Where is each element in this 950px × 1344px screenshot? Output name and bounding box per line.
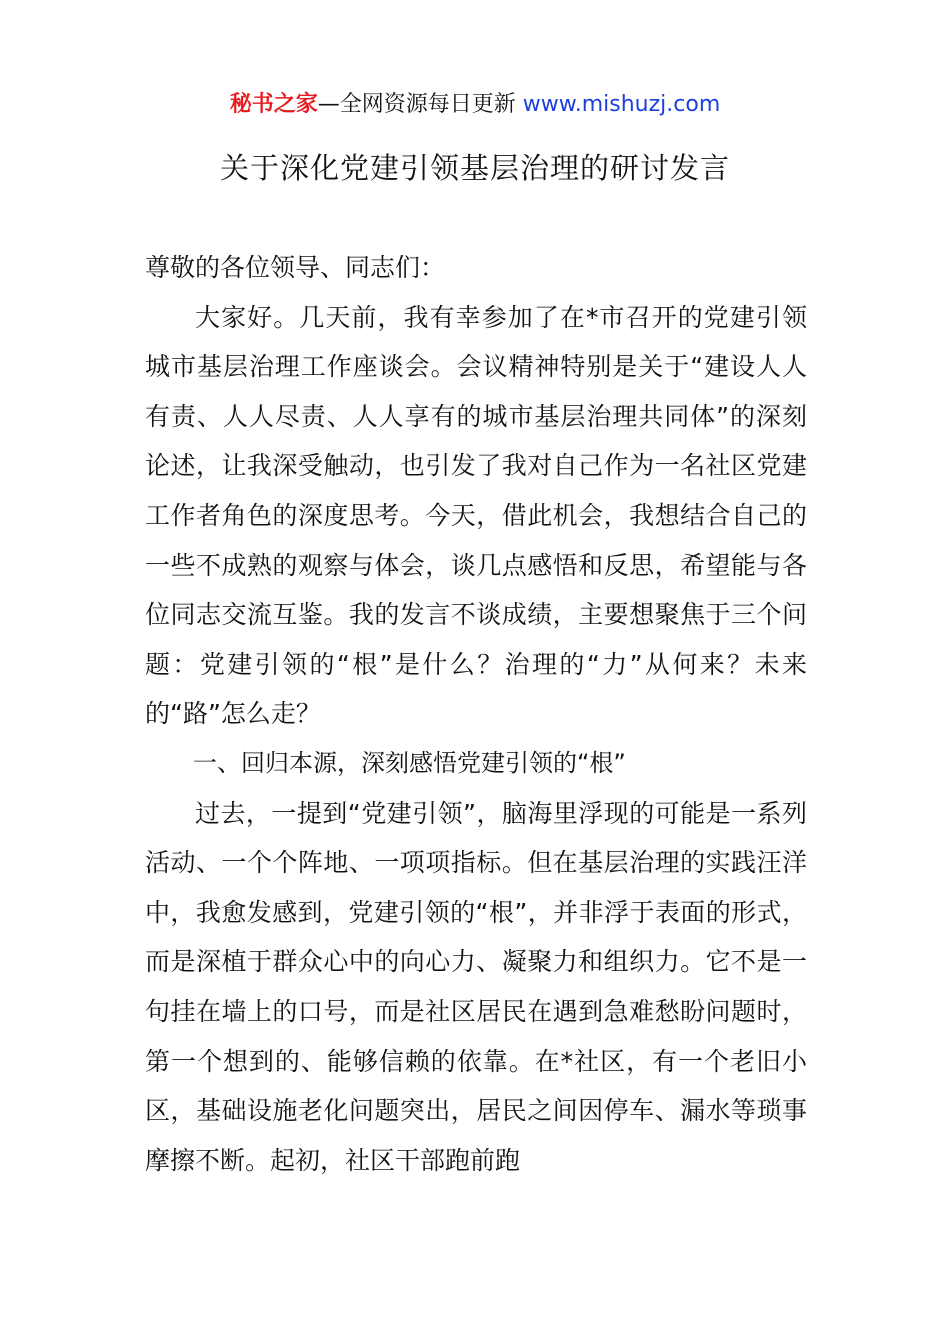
site-tagline: —全网资源每日更新 <box>317 92 516 117</box>
paragraph-section-1: 过去，一提到“党建引领”，脑海里浮现的可能是一系列活动、一个个阵地、一项项指标。但在基层治理的实践汪洋中，我愈发感到，党建引领的“根”，并非浮于表面的形式，而是深植于群众心中的向心力、凝聚力和组织力。它不是一句挂在墙上的口号，而是社区居民在遇到急难愁盼问题时，第一个想到的、能够信赖的依靠。在*社区，有一个老旧小区，基础设施老化问题突出，居民之间因停车、漏水等琐事摩擦不断。起初，社区干部跑前跑 <box>145 798 807 1175</box>
site-header <box>0 88 950 122</box>
site-name: 秘书之家 <box>229 92 318 117</box>
salutation: 尊敬的各位领导、同志们： <box>145 253 446 282</box>
document-title: 关于深化党建引领基层治理的研讨发言 <box>219 151 730 185</box>
document-body <box>145 243 807 1185</box>
site-url-link[interactable]: www.mishuzj.com <box>522 92 721 117</box>
section-heading-1: 一、回归本源，深刻感悟党建引领的“根” <box>193 748 626 777</box>
paragraph-intro: 大家好。几天前，我有幸参加了在*市召开的党建引领城市基层治理工作座谈会。会议精神特别是关于“建设人人有责、人人尽责、人人享有的城市基层治理共同体”的深刻论述，让我深受触动，也引发了我对自己作为一名社区党建工作者角色的深度思考。今天，借此机会，我想结合自己的一些不成熟的观察与体会，谈几点感悟和反思，希望能与各位同志交流互鉴。我的发言不谈成绩，主要想聚焦于三个问题：党建引领的“根”是什么？治理的“力”从何来？未来的“路”怎么走？ <box>145 302 807 729</box>
